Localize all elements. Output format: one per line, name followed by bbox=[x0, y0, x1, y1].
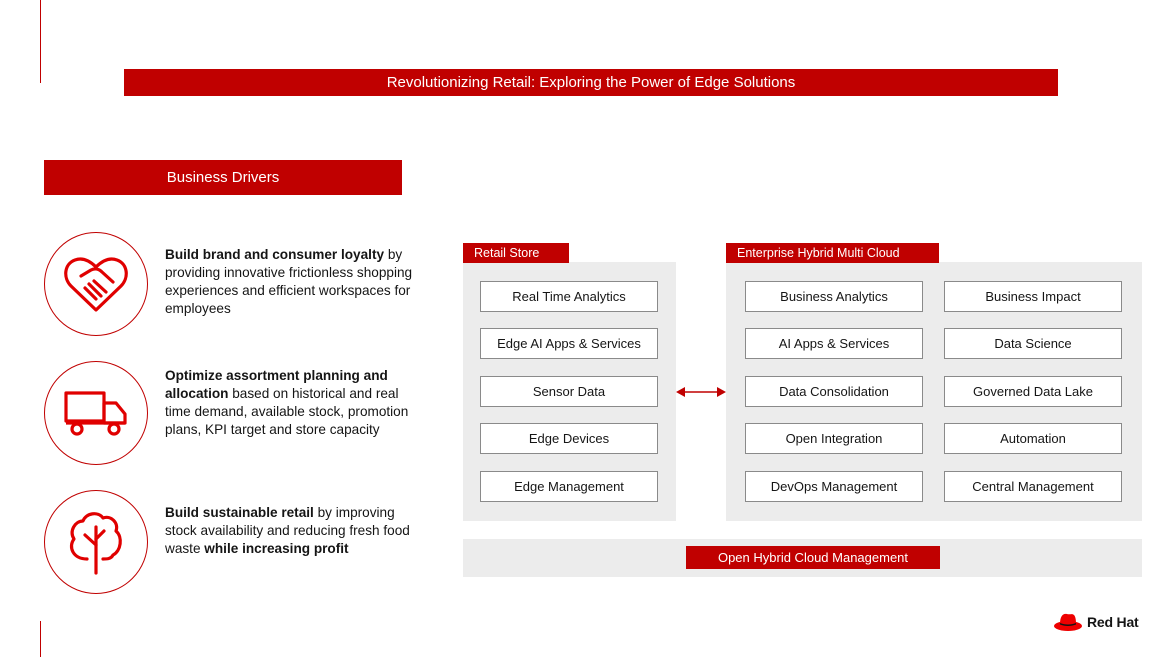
box-label: Edge Management bbox=[514, 479, 624, 494]
red-hat-fedora-icon bbox=[1053, 612, 1083, 632]
driver-icon-circle bbox=[44, 361, 148, 465]
bidirectional-arrow-icon bbox=[676, 386, 726, 398]
driver-sustainable bbox=[44, 490, 424, 600]
enterprise-item-ai-apps bbox=[745, 328, 923, 359]
box-label: Edge AI Apps & Services bbox=[497, 336, 641, 351]
box-label: AI Apps & Services bbox=[778, 336, 890, 351]
box-label: Business Impact bbox=[985, 289, 1081, 304]
box-label: Open Integration bbox=[785, 431, 883, 446]
enterprise-item-business-impact bbox=[944, 281, 1122, 312]
driver-body-text: by providing innovative frictionless shopping experiences and efficient workspaces for employees bbox=[165, 247, 413, 316]
driver-icon-circle bbox=[44, 232, 148, 336]
retail-item-edge-management bbox=[480, 471, 658, 502]
open-hybrid-cloud-management-label bbox=[686, 546, 940, 569]
enterprise-label: Enterprise Hybrid Multi Cloud bbox=[737, 246, 900, 260]
top-left-accent-line bbox=[40, 0, 41, 83]
driver-bold-text: Build brand and consumer loyalty bbox=[165, 247, 385, 262]
driver-text bbox=[165, 367, 415, 439]
slide-title bbox=[124, 69, 1058, 96]
box-label: Governed Data Lake bbox=[973, 384, 1093, 399]
driver-loyalty bbox=[44, 232, 424, 342]
driver-icon-circle bbox=[44, 490, 148, 594]
enterprise-tag bbox=[726, 243, 939, 263]
enterprise-item-automation bbox=[944, 423, 1122, 454]
red-hat-wordmark: Red Hat bbox=[1087, 614, 1139, 630]
retail-item-sensor-data bbox=[480, 376, 658, 407]
box-label: Sensor Data bbox=[532, 384, 606, 399]
enterprise-item-central-management bbox=[944, 471, 1122, 502]
driver-bold-text: Build sustainable retail bbox=[165, 505, 314, 520]
retail-store-tag bbox=[463, 243, 569, 263]
delivery-truck-icon bbox=[63, 389, 129, 437]
driver-bold-text-2: while increasing profit bbox=[204, 541, 349, 556]
box-label: Edge Devices bbox=[528, 431, 610, 446]
box-label: Central Management bbox=[972, 479, 1094, 494]
driver-body-text: based on historical and real time demand, available stock, promotion plans, KPI target and store capacity bbox=[165, 386, 409, 437]
box-label: Real Time Analytics bbox=[512, 289, 626, 304]
enterprise-item-governed-data-lake bbox=[944, 376, 1122, 407]
enterprise-item-data-science bbox=[944, 328, 1122, 359]
management-label-text: Open Hybrid Cloud Management bbox=[717, 550, 909, 565]
business-drivers-label: Business Drivers bbox=[166, 169, 280, 186]
box-label: DevOps Management bbox=[770, 479, 898, 494]
enterprise-item-data-consolidation bbox=[745, 376, 923, 407]
business-drivers-header bbox=[44, 160, 402, 195]
driver-body-text: by improving stock availability and reducing fresh food waste bbox=[165, 505, 410, 556]
driver-assortment bbox=[44, 361, 424, 471]
box-label: Data Consolidation bbox=[779, 384, 889, 399]
slide-title-text: Revolutionizing Retail: Exploring the Power of Edge Solutions bbox=[386, 74, 796, 91]
retail-item-real-time-analytics bbox=[480, 281, 658, 312]
red-hat-logo bbox=[1053, 612, 1139, 632]
retail-item-edge-devices bbox=[480, 423, 658, 454]
enterprise-item-business-analytics bbox=[745, 281, 923, 312]
enterprise-item-open-integration bbox=[745, 423, 923, 454]
retail-store-label: Retail Store bbox=[474, 246, 540, 260]
bottom-left-accent-line bbox=[40, 621, 41, 657]
handshake-heart-icon bbox=[61, 254, 131, 314]
driver-text bbox=[165, 246, 415, 318]
driver-text bbox=[165, 504, 415, 558]
box-label: Business Analytics bbox=[780, 289, 888, 304]
retail-item-edge-ai-apps bbox=[480, 328, 658, 359]
box-label: Automation bbox=[1000, 431, 1066, 446]
box-label: Data Science bbox=[994, 336, 1072, 351]
driver-bold-text: Optimize assortment planning and allocation bbox=[165, 368, 388, 401]
enterprise-item-devops-management bbox=[745, 471, 923, 502]
tree-icon bbox=[65, 509, 127, 575]
